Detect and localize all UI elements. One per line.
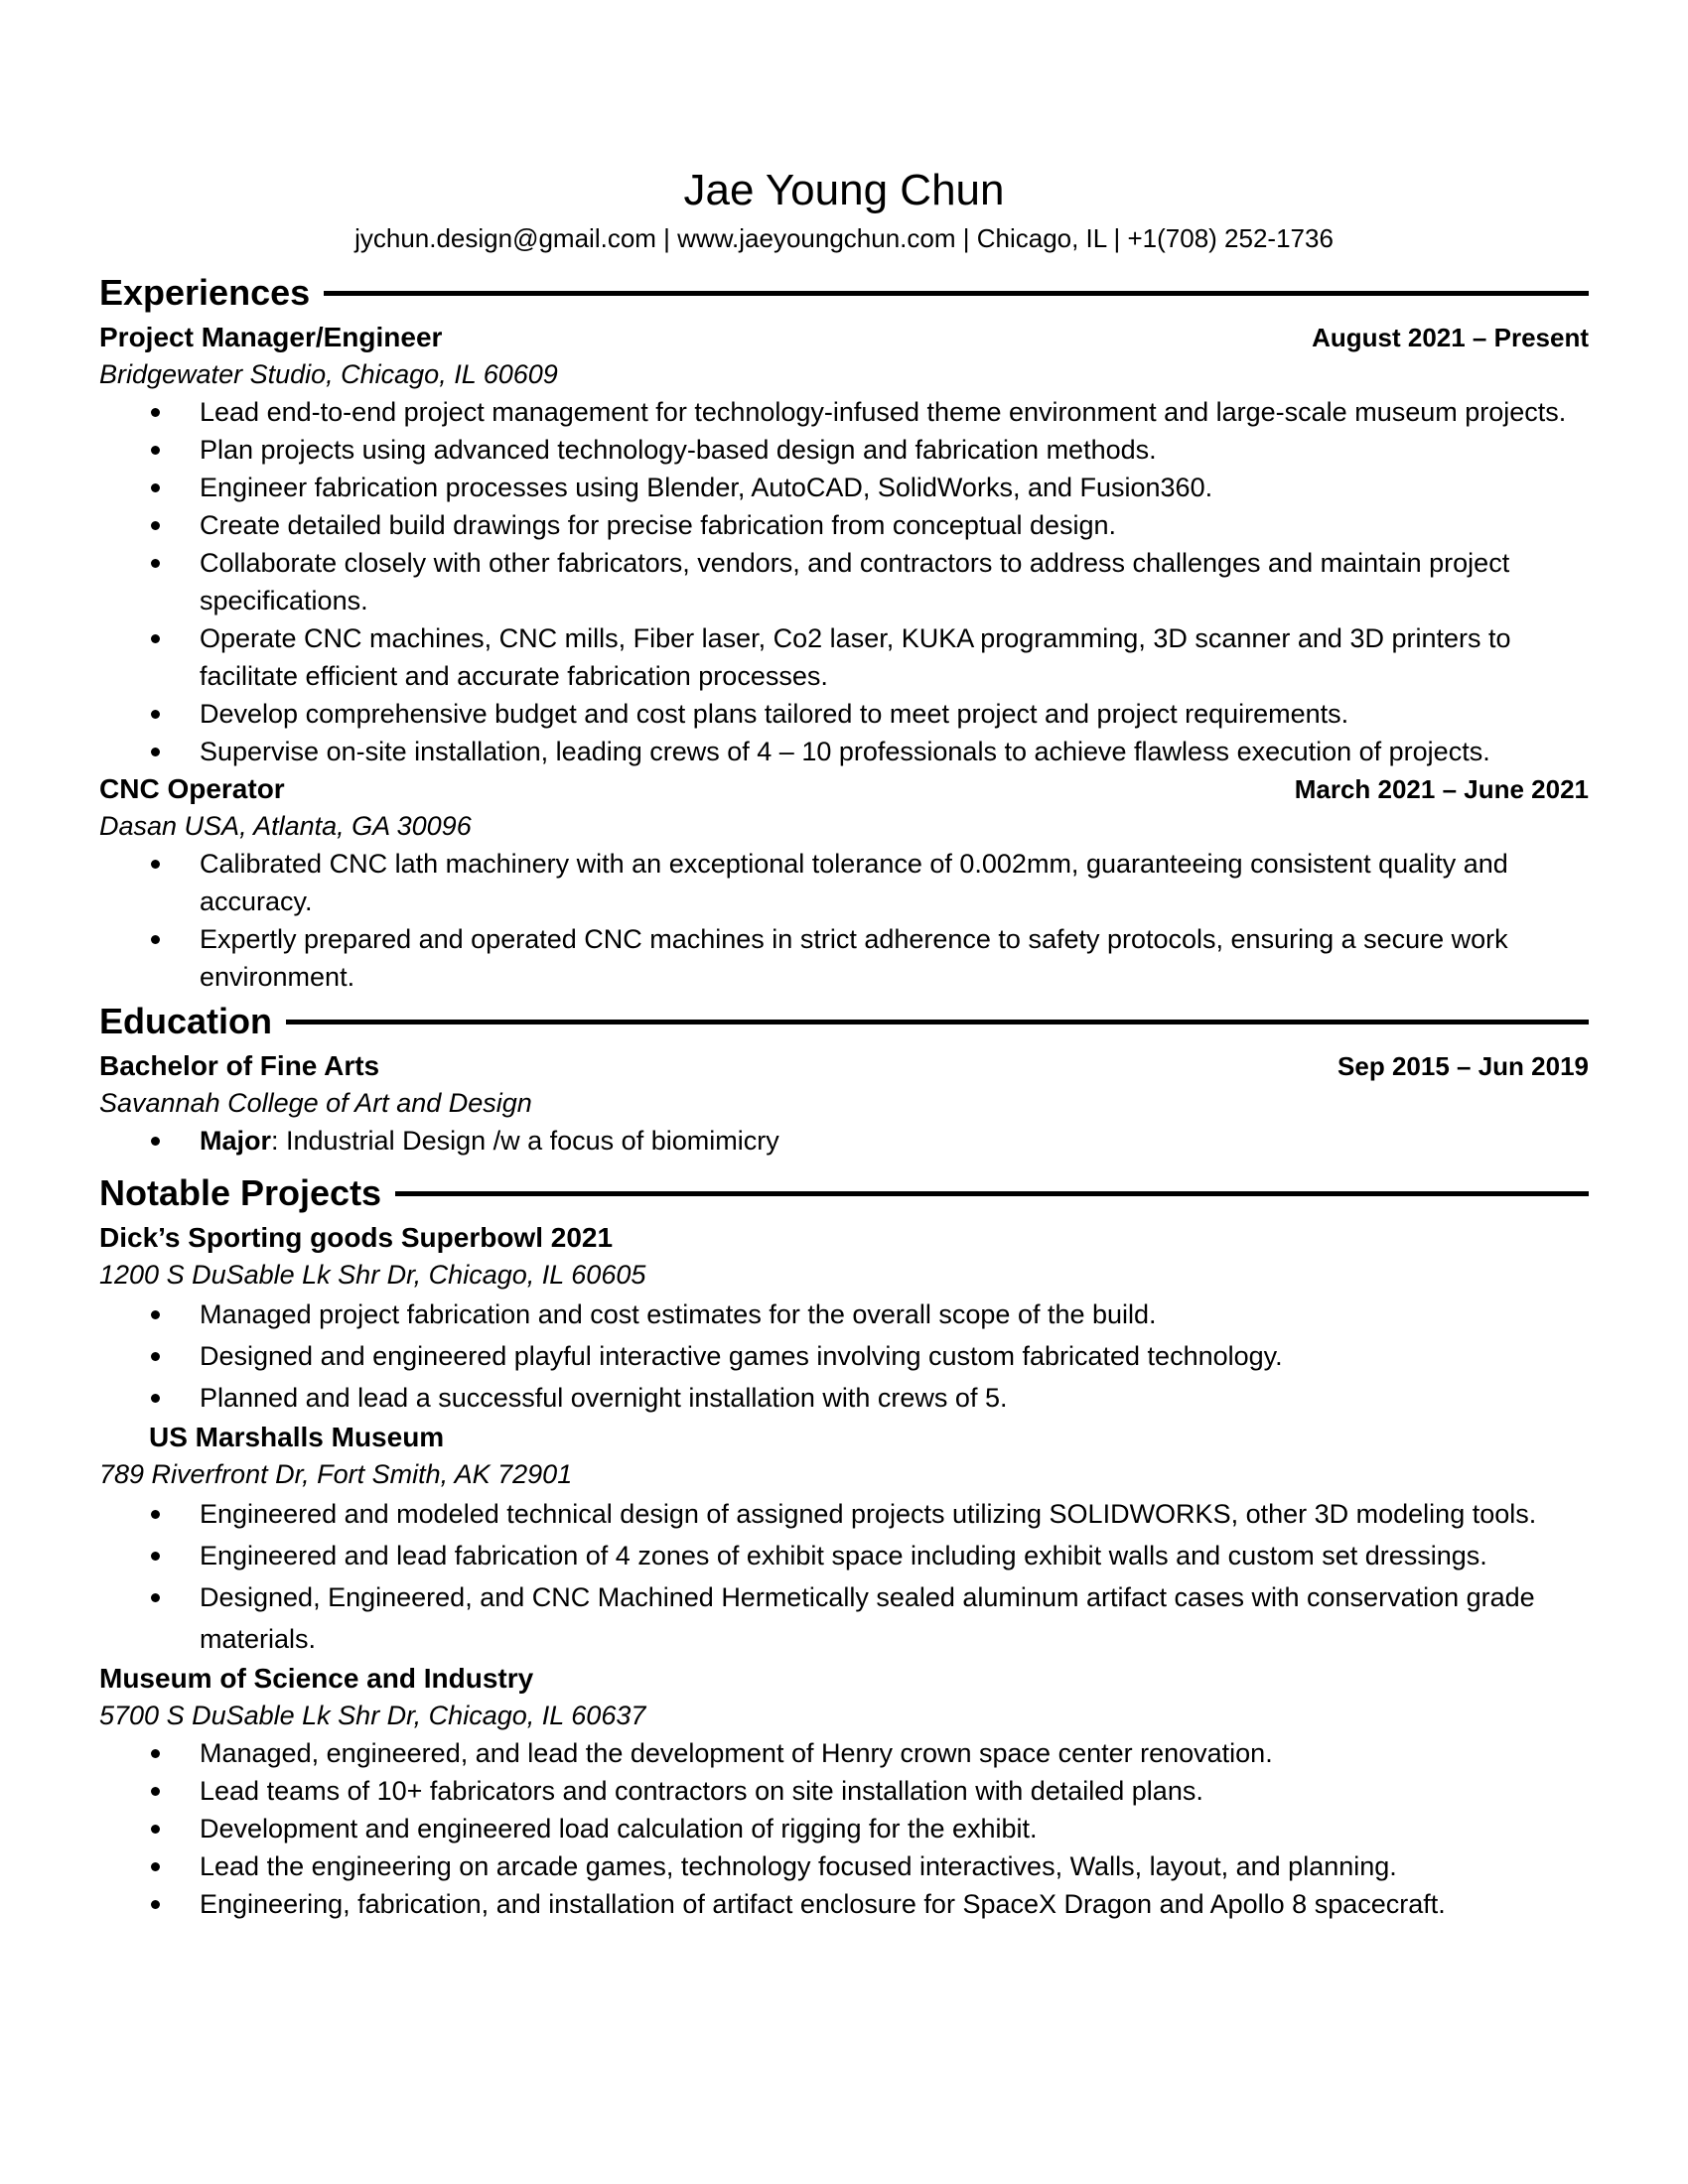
bullet-icon [151,559,160,568]
bullet-icon [151,408,160,417]
bullet-icon [151,1352,160,1361]
bullet-icon [151,1310,160,1319]
education-section [99,996,1589,1160]
bullet-item: Lead the engineering on arcade games, technology focused interactives, Walls, layout, and planning. [99,1847,1589,1885]
section-divider [395,1191,1589,1196]
degree-title: Bachelor of Fine Arts [99,1050,380,1081]
bullet-item: Development and engineered load calculation of rigging for the exhibit. [99,1810,1589,1847]
bullet-item: Managed, engineered, and lead the development of Henry crown space center renovation. [99,1734,1589,1772]
bullet-item: Supervise on-site installation, leading crews of 4 – 10 professionals to achieve flawless execution of projects. [99,733,1589,770]
section-header [99,267,1589,319]
section-header [99,996,1589,1047]
person-name: Jae Young Chun [683,166,1005,214]
bullet-icon [151,935,160,944]
project-entry [99,1660,1589,1923]
job-entry [99,770,1589,996]
job-dates: March 2021 – June 2021 [1294,774,1589,804]
bullet-icon [151,446,160,455]
project-bullet-list [99,1734,1589,1923]
education-dates: Sep 2015 – Jun 2019 [1337,1051,1589,1081]
section-header [99,1167,1589,1219]
bullet-icon [151,634,160,643]
job-title: Project Manager/Engineer [99,322,443,352]
section-title: Experiences [99,272,311,313]
project-entry [99,1419,1589,1660]
resume-header [99,164,1589,255]
major-value: : Industrial Design /w a focus of biomimicry [271,1126,779,1156]
project-title: Dick’s Sporting goods Superbowl 2021 [99,1222,614,1253]
bullet-icon [151,710,160,719]
project-bullet-list [99,1294,1589,1419]
project-bullet-list [99,1493,1589,1660]
bullet-item: Engineered and modeled technical design of assigned projects utilizing SOLIDWORKS, other 3D modeling tools. [99,1493,1589,1535]
bullet-item: Engineer fabrication processes using Blender, AutoCAD, SolidWorks, and Fusion360. [99,469,1589,506]
bullet-icon [151,1862,160,1871]
project-title: Museum of Science and Industry [99,1663,534,1694]
education-bullet-list [99,1122,1589,1160]
bullet-item: Develop comprehensive budget and cost plans tailored to meet project and project requirements. [99,695,1589,733]
education-header [99,1047,1589,1085]
bullet-icon [151,1552,160,1561]
bullet-icon [151,1593,160,1602]
project-address: 789 Riverfront Dr, Fort Smith, AK 72901 [99,1459,573,1489]
job-bullet-list [99,845,1589,996]
bullet-icon [151,1825,160,1834]
job-entry [99,319,1589,770]
bullet-icon [151,1749,160,1758]
bullet-item: Plan projects using advanced technology-based design and fabrication methods. [99,431,1589,469]
bullet-item [99,1122,1589,1160]
bullet-icon [151,521,160,530]
bullet-icon [151,1510,160,1519]
project-title: US Marshalls Museum [149,1422,445,1452]
job-organization: Dasan USA, Atlanta, GA 30096 [99,811,472,841]
job-organization: Bridgewater Studio, Chicago, IL 60609 [99,359,558,389]
project-address: 5700 S DuSable Lk Shr Dr, Chicago, IL 60637 [99,1701,646,1730]
contact-line: jychun.design@gmail.com | www.jaeyoungchun.com | Chicago, IL | +1(708) 252-1736 [354,223,1334,253]
bullet-icon [151,1900,160,1909]
bullet-item: Engineered and lead fabrication of 4 zones of exhibit space including exhibit walls and custom set dressings. [99,1535,1589,1576]
bullet-item: Managed project fabrication and cost estimates for the overall scope of the build. [99,1294,1589,1335]
section-title: Notable Projects [99,1172,382,1213]
section-divider [286,1020,1589,1024]
bullet-item: Designed, Engineered, and CNC Machined Hermetically sealed aluminum artifact cases with conservation grade materials. [99,1576,1589,1660]
project-entry [99,1219,1589,1419]
bullet-item: Designed and engineered playful interactive games involving custom fabricated technology. [99,1335,1589,1377]
bullet-icon [151,1394,160,1403]
bullet-item: Create detailed build drawings for precise fabrication from conceptual design. [99,506,1589,544]
major-label: Major [200,1126,272,1156]
bullet-item: Operate CNC machines, CNC mills, Fiber laser, Co2 laser, KUKA programming, 3D scanner and 3D printers to facilitate efficient and accurate fabrication processes. [99,619,1589,695]
bullet-icon [151,1787,160,1796]
resume-page [99,164,1589,1923]
bullet-icon [151,483,160,492]
bullet-item: Collaborate closely with other fabricators, vendors, and contractors to address challenges and maintain project specifications. [99,544,1589,619]
bullet-icon [151,860,160,869]
bullet-item: Engineering, fabrication, and installation of artifact enclosure for SpaceX Dragon and Apollo 8 spacecraft. [99,1885,1589,1923]
bullet-icon [151,748,160,756]
job-dates: August 2021 – Present [1312,323,1589,352]
experiences-section [99,267,1589,996]
bullet-item: Expertly prepared and operated CNC machines in strict adherence to safety protocols, ensuring a secure work environment. [99,920,1589,996]
project-address: 1200 S DuSable Lk Shr Dr, Chicago, IL 60605 [99,1260,646,1290]
job-header [99,319,1589,356]
bullet-item: Lead teams of 10+ fabricators and contractors on site installation with detailed plans. [99,1772,1589,1810]
school-name: Savannah College of Art and Design [99,1088,532,1118]
job-bullet-list [99,393,1589,770]
bullet-item: Lead end-to-end project management for technology-infused theme environment and large-scale museum projects. [99,393,1589,431]
bullet-item: Calibrated CNC lath machinery with an exceptional tolerance of 0.002mm, guaranteeing consistent quality and accuracy. [99,845,1589,920]
section-title: Education [99,1001,273,1041]
job-title: CNC Operator [99,773,285,804]
job-header [99,770,1589,808]
bullet-icon [151,1137,160,1146]
projects-section [99,1167,1589,1923]
bullet-item: Planned and lead a successful overnight installation with crews of 5. [99,1377,1589,1419]
section-divider [324,291,1589,296]
